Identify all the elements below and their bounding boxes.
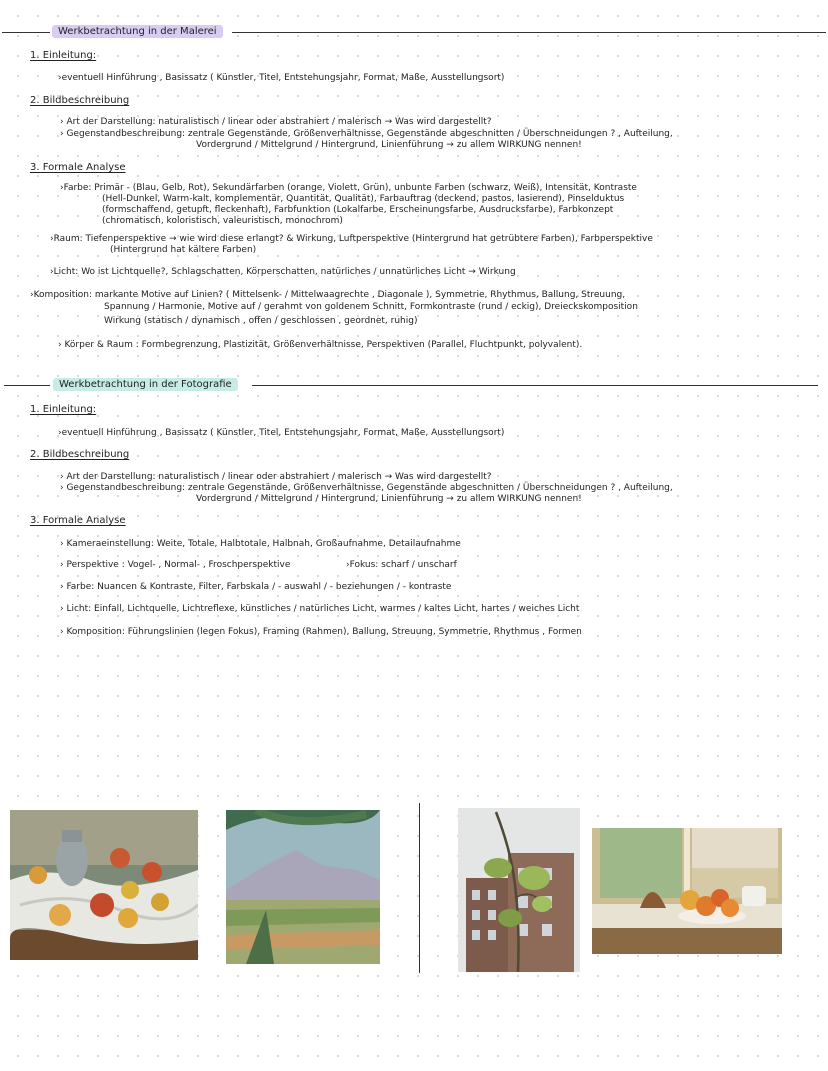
painting-raum-line-2: (Hintergrund hat kältere Farben) xyxy=(110,245,257,255)
painting-einleitung-text: ›eventuell Hinführung , Basissatz ( Künstler, Titel, Entstehungsjahr, Format, Maße, Ausstellungsort) xyxy=(58,73,505,83)
painting-farbe-line-4: (chromatisch, koloristisch, valeuristisch, monochrom) xyxy=(102,216,343,226)
painting-komposition-line-2: Spannung / Harmonie, Motive auf / gerahmt von goldenem Schnitt, Formkontraste (rund / eckig), Dreieckskomposition xyxy=(104,302,638,312)
painting-gegenstandbeschreibung-cont: Vordergrund / Mittelgrund / Hintergrund, Linienführung → zu allem WIRKUNG nennen! xyxy=(196,140,582,150)
painting-gegenstandbeschreibung: › Gegenstandbeschreibung: zentrale Gegenstände, Größenverhältnisse, Gegenstände abgeschnitten / Überschneidungen ? , Aufteilung, xyxy=(60,129,673,139)
photo-einleitung-text: ›eventuell Hinführung , Basissatz ( Künstler, Titel, Entstehungsjahr, Format, Maße, Ausstellungsort) xyxy=(58,428,505,438)
middle-divider-right xyxy=(252,385,818,386)
photo-art-der-darstellung: › Art der Darstellung: naturalistisch / linear oder abstrahiert / malerisch → Was wird dargestellt? xyxy=(60,472,492,482)
painting-heading-formale-analyse: 3. Formale Analyse xyxy=(30,162,126,173)
top-divider-right xyxy=(232,32,826,33)
photo-licht: › Licht: Einfall, Lichtquelle, Lichtreflexe, künstliches / natürliches Licht, warmes / kaltes Licht, hartes / weiches Licht xyxy=(60,604,580,614)
painting-section-title: Werkbetrachtung in der Malerei xyxy=(52,25,223,38)
painting-heading-einleitung: 1. Einleitung: xyxy=(30,50,97,61)
tree-and-buildings-photo xyxy=(458,808,580,972)
painting-koerper-raum: › Körper & Raum : Formbegrenzung, Plastizität, Größenverhältnisse, Perspektiven (Parallel, Fluchtpunkt, polyvalent). xyxy=(58,340,583,350)
mountain-landscape-painting xyxy=(226,810,380,964)
fruit-by-window-photo xyxy=(592,828,782,954)
painting-farbe-line-3: (formschaffend, getupft, fleckenhaft), Farbfunktion (Lokalfarbe, Erscheinungsfarbe, Ausdrucksfarbe), Farbkonzept xyxy=(102,205,614,215)
photo-farbe: › Farbe: Nuancen & Kontraste, Filter, Farbskala / - auswahl / - beziehungen / - kontraste xyxy=(60,582,452,592)
painting-farbe-line-2: (Hell-Dunkel, Warm-kalt, komplementär, Quantität, Qualität), Farbauftrag (deckend, pastos, lasierend), Pinselduktus xyxy=(102,194,625,204)
photo-komposition: › Komposition: Führungslinien (legen Fokus), Framing (Rahmen), Ballung, Streuung, Symmetrie, Rhythmus , Formen xyxy=(60,627,582,637)
painting-komposition-line-3: Wirkung (statisch / dynamisch , offen / geschlossen , geordnet, ruhig) xyxy=(104,316,418,326)
photo-gegenstandbeschreibung: › Gegenstandbeschreibung: zentrale Gegenstände, Größenverhältnisse, Gegenstände abgeschnitten / Überschneidungen ? , Aufteilung, xyxy=(60,483,673,493)
painting-farbe-line-1: ›Farbe: Primär - (Blau, Gelb, Rot), Sekundärfarben (orange, Violett, Grün), unbunte Farben (schwarz, Weiß), Intensität, Kontraste xyxy=(60,183,637,193)
photo-gegenstandbeschreibung-cont: Vordergrund / Mittelgrund / Hintergrund, Linienführung → zu allem WIRKUNG nennen! xyxy=(196,494,582,504)
photo-section-title: Werkbetrachtung in der Fotografie xyxy=(53,378,238,391)
top-divider-left xyxy=(2,32,50,33)
still-life-painting xyxy=(10,810,198,960)
painting-heading-bildbeschreibung: 2. Bildbeschreibung xyxy=(30,95,130,106)
photo-heading-bildbeschreibung: 2. Bildbeschreibung xyxy=(30,449,130,460)
photo-perspektive: › Perspektive : Vogel- , Normal- , Froschperspektive xyxy=(60,560,291,570)
photo-fokus: ›Fokus: scharf / unscharf xyxy=(346,560,457,570)
image-group-divider xyxy=(419,803,420,973)
painting-komposition-line-1: ›Komposition: markante Motive auf Linien? ( Mittelsenk- / Mittelwaagrechte , Diagonale ), Symmetrie, Rhythmus, Ballung, Streuung, xyxy=(30,290,626,300)
middle-divider-left xyxy=(4,385,50,386)
painting-raum-line-1: ›Raum: Tiefenperspektive → wie wird diese erlangt? & Wirkung, Luftperspektive (Hintergrund hat getrübtere Farben), Farbperspektive xyxy=(50,234,653,244)
photo-heading-einleitung: 1. Einleitung: xyxy=(30,404,97,415)
photo-kameraeinstellung: › Kameraeinstellung: Weite, Totale, Halbtotale, Halbnah, Großaufnahme, Detailaufnahme xyxy=(60,539,461,549)
painting-art-der-darstellung: › Art der Darstellung: naturalistisch / linear oder abstrahiert / malerisch → Was wird dargestellt? xyxy=(60,117,492,127)
painting-licht: ›Licht: Wo ist Lichtquelle?, Schlagschatten, Körperschatten, natürliches / unnatürliches Licht → Wirkung xyxy=(50,267,516,277)
photo-heading-formale-analyse: 3. Formale Analyse xyxy=(30,515,126,526)
